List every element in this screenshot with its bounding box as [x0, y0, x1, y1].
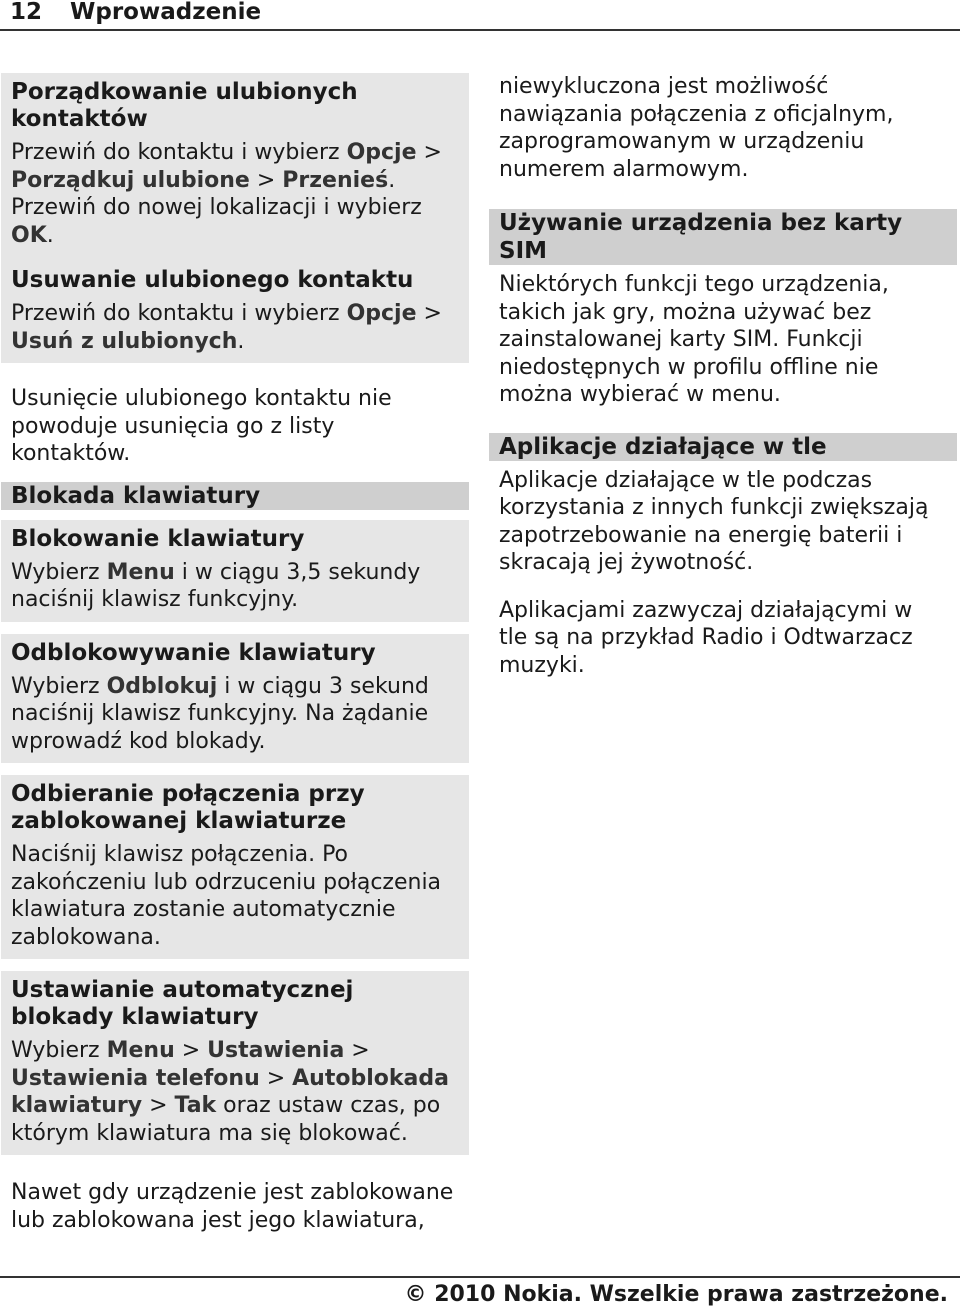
no-sim-section-bar: Używanie urządzenia bez karty SIM: [489, 209, 957, 265]
autolock-section: [1, 971, 469, 1155]
usun-command: Usuń z ulubionych: [11, 328, 238, 354]
background-apps-body: Aplikacje działające w tle podczas korzystania z innych funkcji zwiększają zapotrzebowanie na energię baterii i skracają jej żywotność.: [499, 467, 929, 575]
section-body: Wybierz Menu i w ciągu 3,5 sekundy naciśnij klawisz funkcyjny.: [11, 559, 421, 612]
page-number: 12: [10, 0, 43, 25]
background-apps-section-bar: Aplikacje działające w tle: [489, 433, 957, 461]
background-apps-examples: Aplikacjami zazwyczaj działającymi w tle są na przykład Radio i Odtwarzacz muzyki.: [499, 597, 913, 678]
section-heading: Blokowanie klawiatury: [11, 525, 305, 552]
copyright: © 2010 Nokia. Wszelkie prawa zastrzeżone.: [404, 1282, 948, 1307]
keylock-section-bar: Blokada klawiatury: [1, 482, 469, 510]
chapter-title: Wprowadzenie: [70, 0, 262, 25]
no-sim-body: Niektórych funkcji tego urządzenia, takich jak gry, można używać bez zainstalowanej karty SIM. Funkcji niedostępnych w profilu offline nie można wybierać w menu.: [499, 272, 889, 407]
ok-command: OK: [11, 222, 47, 248]
section-body: Wybierz Odblokuj i w ciągu 3 sekund naciśnij klawisz funkcyjny. Na żądanie wprowadź kod blokady.: [11, 673, 429, 754]
section-heading: Ustawianie automatycznej blokady klawiatury: [11, 977, 354, 1030]
section-body: Przewiń do kontaktu i wybierz Opcje > Usuń z ulubionych.: [11, 301, 442, 354]
porzadkuj-command: Porządkuj ulubione: [11, 167, 250, 193]
section-heading: Usuwanie ulubionego kontaktu: [11, 267, 414, 293]
lock-section: [1, 520, 469, 622]
page-header: [0, 0, 960, 28]
footer-rule: [0, 1276, 960, 1278]
menu-command: Menu: [106, 559, 175, 585]
section-heading: Porządkowanie ulubionych kontaktów: [11, 79, 358, 132]
section-body: Przewiń do kontaktu i wybierz Opcje > Porządkuj ulubione > Przenieś. Przewiń do nowej lokalizacji i wybierz OK.: [11, 140, 442, 248]
fav-sort-section: [1, 73, 469, 363]
right-column: [489, 73, 957, 679]
section-heading: Odbieranie połączenia przy zablokowanej klawiaturze: [11, 781, 365, 834]
emergency-note-continued: niewykluczona jest możliwość nawiązania połączenia z oficjalnym, zaprogramowanym w urządzeniu numerem alarmowym.: [499, 74, 894, 182]
unlock-section: [1, 634, 469, 764]
section-body: Naciśnij klawisz połączenia. Po zakończeniu lub odrzuceniu połączenia klawiatura zostanie automatycznie zablokowana.: [11, 842, 442, 950]
przenies-command: Przenieś: [282, 167, 389, 193]
menu-command: Menu: [106, 1038, 175, 1063]
opcje-command: Opcje: [346, 301, 417, 326]
left-column: [1, 73, 469, 1234]
opcje-command: Opcje: [346, 140, 417, 165]
emergency-note-start: Nawet gdy urządzenie jest zablokowane lub zablokowana jest jego klawiatura,: [11, 1180, 454, 1233]
section-heading: Odblokowywanie klawiatury: [11, 639, 376, 666]
ustawienia-telefonu-command: Ustawienia telefonu: [11, 1065, 260, 1091]
fav-note: Usunięcie ulubionego kontaktu nie powoduje usunięcia go z listy kontaktów.: [11, 386, 392, 466]
answer-locked-section: [1, 775, 469, 959]
autoblokada-command: Autoblokada klawiatury: [11, 1065, 449, 1118]
ustawienia-command: Ustawienia: [207, 1038, 345, 1063]
header-rule: [0, 29, 960, 31]
tak-command: Tak: [174, 1093, 217, 1118]
odblokuj-command: Odblokuj: [106, 673, 218, 699]
section-body: Wybierz Menu > Ustawienia > Ustawienia telefonu > Autoblokada klawiatury > Tak oraz ustaw czas, po którym klawiatura ma się blokować.: [11, 1038, 449, 1146]
